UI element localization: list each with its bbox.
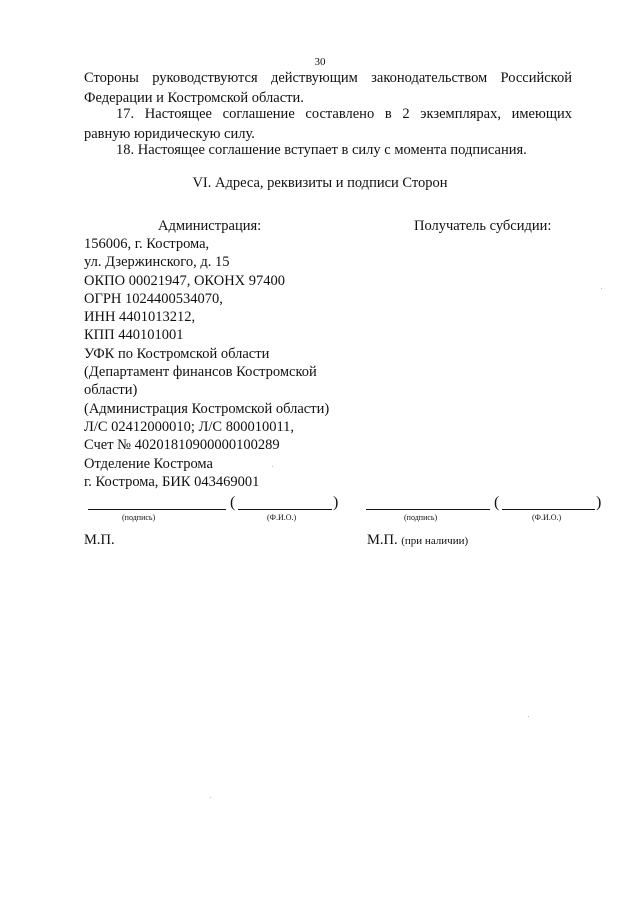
paragraph-continuation: Стороны руководствуются действующим законодательством Российской Федерации и Костромской области. [84,70,572,106]
requisite-line: ул. Дзержинского, д. 15 [84,254,230,271]
signature-caption: (подпись) [404,513,438,522]
scan-speck [601,288,602,289]
close-paren: ) [333,494,339,511]
name-caption: (Ф.И.О.) [532,513,562,522]
administration-requisites [84,235,329,491]
open-paren: ( [494,494,500,511]
requisite-line: (Департамент финансов Костромской [84,364,317,381]
requisite-line: ОКПО 00021947, ОКОНХ 97400 [84,272,286,289]
stamp-note: (при наличии) [401,535,469,547]
signature-line [366,509,490,510]
section-heading: VI. Адреса, реквизиты и подписи Сторон [192,175,448,191]
signature-line [88,509,226,510]
requisite-line: (Администрация Костромской области) [84,400,330,417]
scan-speck [272,466,273,467]
name-caption: (Ф.И.О.) [267,513,297,522]
requisite-line: г. Кострома, БИК 043469001 [84,473,260,490]
requisite-line: Л/С 02412000010; Л/С 800010011, [84,418,295,435]
requisite-line: УФК по Костромской области [84,345,270,362]
administration-title: Администрация: [158,218,262,234]
recipient-title: Получатель субсидии: [414,218,552,234]
name-line [238,509,332,510]
scan-speck [528,716,529,717]
paragraph-18: 18. Настоящее соглашение вступает в силу с момента подписания. [116,142,527,158]
requisite-line: ИНН 4401013212, [84,309,196,326]
page-number: 30 [314,56,326,68]
requisite-line: КПП 440101001 [84,327,184,344]
scan-speck [210,797,211,798]
open-paren: ( [230,494,236,511]
requisite-line: ОГРН 1024400534070, [84,290,223,307]
requisite-line: области) [84,382,138,399]
name-line [502,509,595,510]
stamp-label: М.П. [367,532,398,548]
requisite-line: Счет № 40201810900000100289 [84,437,280,454]
close-paren: ) [596,494,602,511]
requisite-line: Отделение Кострома [84,455,213,472]
administration-stamp-place: М.П. [84,532,115,548]
recipient-stamp-place [367,532,468,549]
requisite-line: 156006, г. Кострома, [84,236,210,252]
signature-caption: (подпись) [122,513,156,522]
paragraph-17: 17. Настоящее соглашение составлено в 2 экземплярах, имеющих равную юридическую силу. [84,106,572,142]
